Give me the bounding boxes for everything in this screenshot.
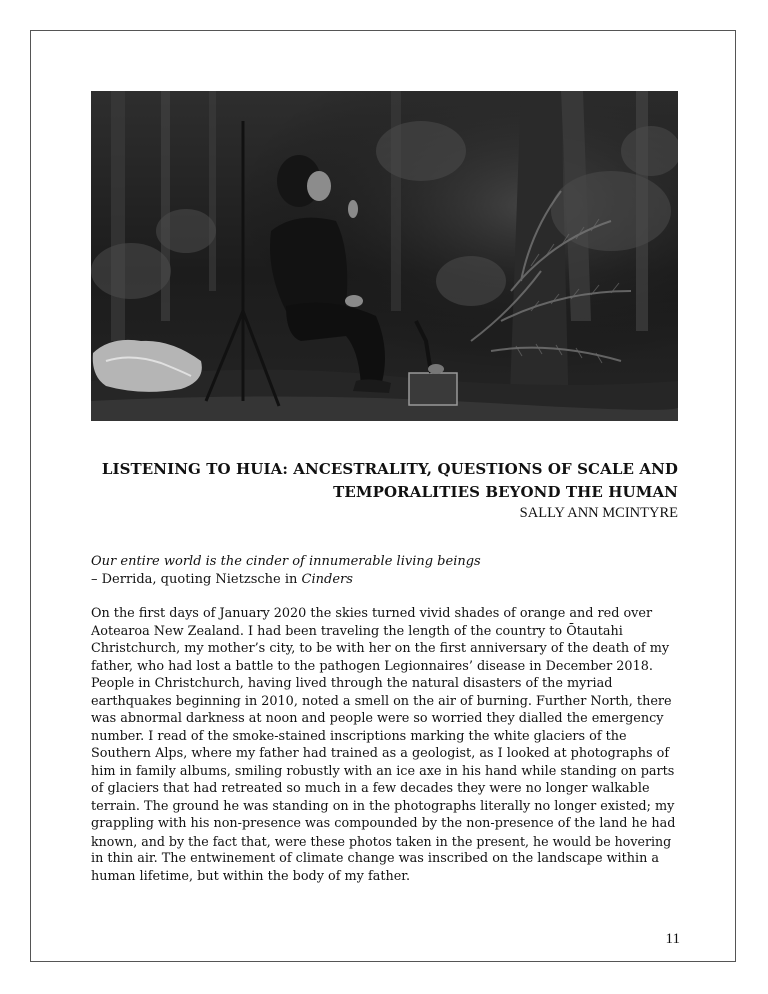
body-line: human lifetime, but within the body of my father. — [91, 868, 411, 884]
body-line: of glaciers that had retreated so much in a few decades they were no longer walkable — [91, 781, 650, 796]
body-line: grappling with his non-presence was compounded by the non-presence of the land he had — [91, 816, 676, 831]
article-author: SALLY ANN MCINTYRE — [519, 505, 678, 521]
body-line: earthquakes beginning in 2010, noted a smell on the air of burning. Further North, there — [91, 693, 672, 709]
body-line: known, and by the fact that, were these photos taken in the present, he would be hovering — [91, 833, 672, 849]
article-header — [91, 458, 678, 522]
epigraph — [91, 553, 678, 589]
body-line: On the first days of January 2020 the skies turned vivid shades of orange and red over — [91, 606, 653, 621]
article-title-line-2: TEMPORALITIES BEYOND THE HUMAN — [333, 483, 678, 501]
body-line: was abnormal darkness at noon and people were so worried they dialled the emergency — [91, 711, 664, 726]
forest-photograph-image — [91, 91, 678, 421]
forest-photograph — [91, 91, 678, 421]
body-line: number. I read of the smoke-stained inscriptions marking the white glaciers of the — [91, 728, 627, 744]
epigraph-attribution-prefix: – Derrida, quoting Nietzsche in — [91, 572, 302, 587]
body-paragraph — [91, 605, 678, 885]
body-line: Aotearoa New Zealand. I had been traveling the length of the country to Ōtautahi — [91, 623, 623, 639]
page-number: 11 — [665, 931, 680, 947]
body-line: Christchurch, my mother’s city, to be with her on the first anniversary of the death of my — [91, 641, 670, 656]
body-line: People in Christchurch, having lived through the natural disasters of the myriad — [91, 676, 613, 691]
article-title-line-1: LISTENING TO HUIA: ANCESTRALITY, QUESTIONS OF SCALE AND — [101, 460, 678, 478]
body-line: him in family albums, smiling robustly with an ice axe in his hand while standing on parts — [91, 763, 675, 779]
body-line: father, who had lost a battle to the pathogen Legionnaires’ disease in December 2018. — [91, 658, 653, 674]
body-line: in thin air. The entwinement of climate change was inscribed on the landscape within a — [91, 851, 660, 866]
epigraph-quote: Our entire world is the cinder of innumerable living beings — [91, 554, 481, 569]
body-line: terrain. The ground he was standing on in the photographs literally no longer existed; my — [91, 798, 675, 814]
epigraph-attribution — [91, 571, 678, 589]
body-line: Southern Alps, where my father had trained as a geologist, as I looked at photographs of — [91, 746, 670, 761]
epigraph-attribution-work: Cinders — [301, 572, 353, 587]
